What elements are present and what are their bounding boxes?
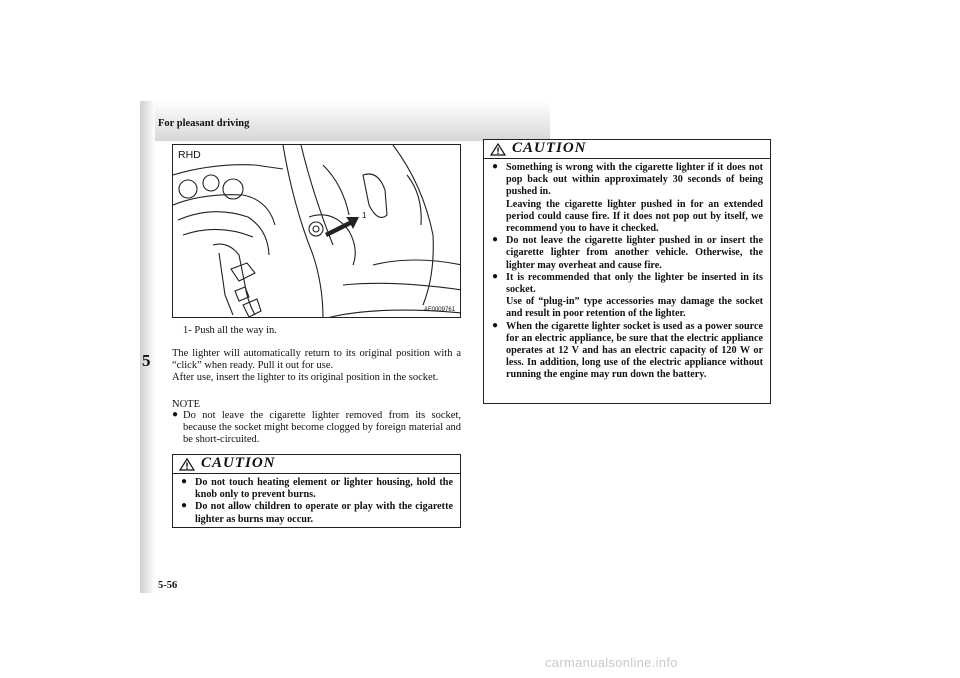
chapter-number: 5	[142, 351, 151, 370]
section-title: For pleasant driving	[158, 118, 250, 129]
caution-text: Do not touch heating element or lighter housing, hold the knob only to prevent burns.	[195, 477, 453, 501]
caution-box-right	[483, 139, 771, 404]
caution-text: When the cigarette lighter socket is used as a power source for an electric appliance, be sure that the electric appliance operates at 12 V and has an electric capacity of 120 W or less. In addition, long use of the electric appliance without running the engine may run down the battery.	[506, 320, 763, 381]
caution-item	[181, 477, 453, 501]
caution-header	[484, 140, 770, 159]
note-text: Do not leave the cigarette lighter removed from its socket, because the socket might become clogged by foreign material and be short-circuited.	[183, 410, 461, 446]
chapter-side-tab	[140, 101, 155, 593]
bullet-icon: ●	[492, 234, 499, 246]
figure-rhd-label: RHD	[178, 149, 201, 161]
lighter-illustration	[172, 144, 461, 318]
caution-list	[484, 159, 770, 382]
dashboard-line-drawing	[173, 145, 461, 318]
warning-triangle-icon	[490, 143, 506, 156]
figure-callout-number: 1	[362, 211, 367, 220]
bullet-icon: ●	[492, 161, 499, 172]
bullet-icon: ●	[492, 319, 499, 331]
note-item	[172, 409, 461, 447]
caution-item	[492, 272, 763, 321]
caution-list	[173, 474, 460, 526]
caution-item	[181, 501, 453, 525]
caution-header	[173, 455, 460, 474]
caution-text: It is recommended that only the lighter be inserted in its socket.	[506, 271, 763, 296]
bullet-icon: ●	[172, 409, 179, 420]
caution-text: Something is wrong with the cigarette lighter if it does not pop back out within approximately 30 seconds of being pushed in.	[506, 162, 763, 198]
caution-item	[492, 235, 763, 272]
note-label: NOTE	[172, 399, 200, 410]
caution-item	[492, 162, 763, 235]
bullet-icon: ●	[181, 500, 188, 512]
caution-box-left	[172, 454, 461, 528]
caution-text: Leaving the cigarette lighter pushed in for an extended period could cause fire. If it does not pop out by itself, we recommend you to have it checked.	[506, 198, 763, 235]
body-paragraph: The lighter will automatically return to its original position with a “click” when ready. Pull it out for use.	[172, 348, 461, 372]
body-text	[172, 348, 461, 385]
caution-title: CAUTION	[512, 140, 587, 156]
bullet-icon: ●	[492, 270, 499, 282]
caution-text: Do not allow children to operate or play with the cigarette lighter as burns may occur.	[195, 501, 453, 525]
caution-text: Do not leave the cigarette lighter pushed in or insert the cigarette lighter from another vehicle. Otherwise, the lighter may overheat and cause fire.	[506, 235, 763, 271]
bullet-icon: ●	[181, 476, 188, 487]
caution-item	[492, 321, 763, 382]
caution-title: CAUTION	[201, 455, 276, 471]
watermark[interactable]: carmanualsonline.info	[545, 655, 678, 670]
caution-text: Use of “plug-in” type accessories may damage the socket and result in poor retention of the lighter.	[506, 296, 763, 320]
page-number: 5-56	[158, 580, 178, 591]
figure-id: AF0009761	[423, 307, 455, 313]
body-paragraph: After use, insert the lighter to its original position in the socket.	[172, 372, 439, 384]
figure-caption: 1- Push all the way in.	[183, 325, 277, 336]
warning-triangle-icon	[179, 458, 195, 471]
